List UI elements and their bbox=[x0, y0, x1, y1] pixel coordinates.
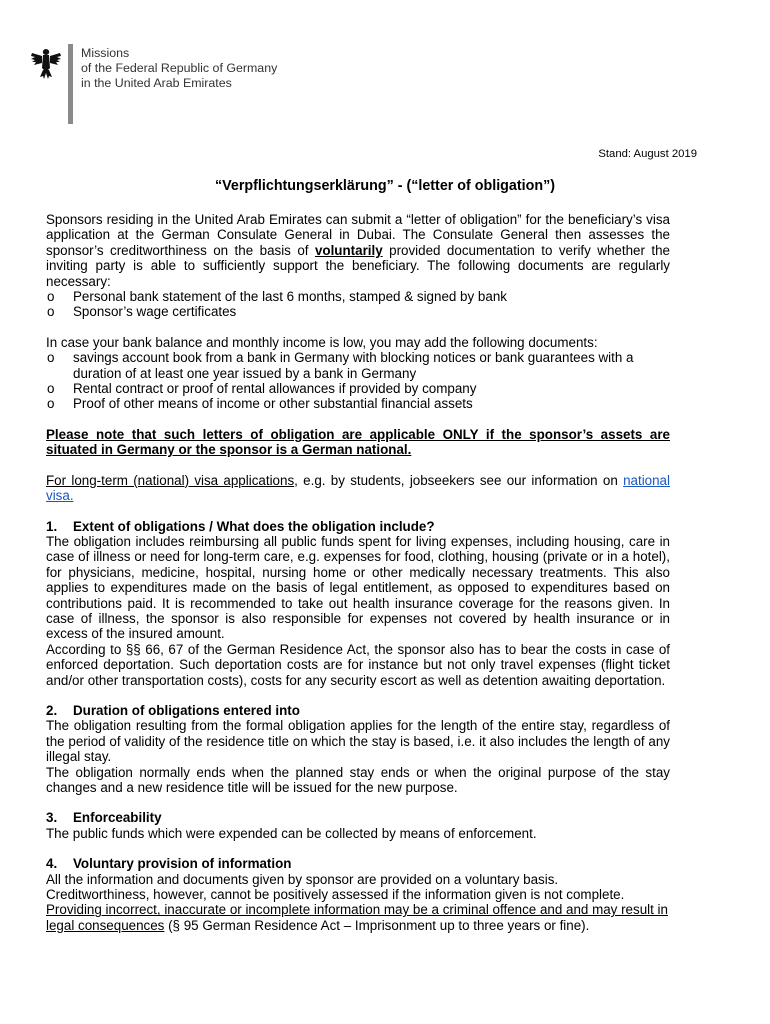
list-item-text: savings account book from a bank in Germany with blocking notices or bank guarantees with a duration of at least one year issued by a bank in Germany bbox=[73, 350, 634, 381]
bullet: o bbox=[47, 381, 55, 397]
section-1-paragraph-1: The obligation includes reimbursing all public funds spent for living expenses, including housing, care in case of illness or need for long-term care, e.g. expenses for food, clothing, housing (private or in a hotel), for physicians, medicine, hospital, nursing home or other medically necessary treatments. This also applies to expenditures made on the basis of legal entitlement, as opposed to expenditures based on contributions paid. It is recommended to take out health insurance coverage for the reasons given. In case of illness, the sponsor is also responsible for expenses not covered by health insurance or in excess of the insured amount. bbox=[46, 533, 670, 642]
section-2-paragraph-1: The obligation resulting from the formal obligation applies for the length of the entire stay, regardless of the period of validity of the residence title on which the stay is based, i.e. it also includes the length of any illegal stay. bbox=[46, 718, 670, 765]
section-title: Voluntary provision of information bbox=[73, 856, 292, 872]
section-number: 2. bbox=[46, 702, 58, 718]
list-item bbox=[46, 304, 670, 319]
section-number: 4. bbox=[46, 856, 58, 872]
legal-consequences-text: Providing incorrect, inaccurate or incomplete information may be a criminal offence and and may result in legal consequences bbox=[46, 902, 668, 933]
list-item-text: Rental contract or proof of rental allowances if provided by company bbox=[73, 381, 477, 397]
list-item bbox=[46, 350, 670, 381]
institution-line-1: Missions bbox=[81, 46, 130, 60]
section-title: Duration of obligations entered into bbox=[73, 702, 300, 718]
section-4-paragraph-3 bbox=[46, 902, 670, 933]
intro-paragraph bbox=[46, 212, 670, 289]
list-item bbox=[46, 289, 670, 304]
section-4-paragraph-1: All the information and documents given by sponsor are provided on a voluntary basis. bbox=[46, 871, 559, 887]
section-3-heading bbox=[46, 810, 670, 825]
section-title: Enforceability bbox=[73, 810, 162, 826]
section-1-paragraph-2: According to §§ 66, 67 of the German Residence Act, the sponsor also has to bear the costs in case of enforced deportation. Such deportation costs are for instance but not only travel expenses (flight ticket and/or other transportation costs), costs for any security escort as well as detention awaiting deportation. bbox=[46, 641, 670, 688]
letterhead-divider bbox=[68, 44, 73, 124]
section-2-heading bbox=[46, 703, 670, 718]
document-date: Stand: August 2019 bbox=[598, 148, 697, 160]
required-documents-list bbox=[46, 289, 670, 320]
bullet: o bbox=[47, 289, 55, 305]
longterm-visa-paragraph bbox=[46, 473, 670, 504]
institution-line-2: of the Federal Republic of Germany bbox=[81, 61, 278, 75]
institution-name bbox=[81, 46, 277, 91]
list-item-text: Proof of other means of income or other substantial financial assets bbox=[73, 396, 473, 412]
intro-text-before: Sponsors residing in the United Arab Emirates can submit a “letter of obligation” for the beneficiary’s visa application at the German Consulate General in Dubai. The Consulate General then assesses the sponsor’s creditworthiness on the basis of bbox=[46, 212, 670, 258]
additional-documents-list bbox=[46, 350, 670, 412]
federal-eagle-icon bbox=[30, 46, 62, 80]
section-4-heading bbox=[46, 856, 670, 871]
bullet: o bbox=[47, 304, 55, 320]
section-number: 3. bbox=[46, 810, 58, 826]
section-3-paragraph-1: The public funds which were expended can be collected by means of enforcement. bbox=[46, 825, 537, 841]
document-title: “Verpflichtungserklärung” - (“letter of obligation”) bbox=[215, 178, 555, 194]
document-body bbox=[46, 212, 670, 933]
national-visa-link[interactable]: national visa. bbox=[46, 472, 670, 504]
list-item-text: Personal bank statement of the last 6 months, stamped & signed by bank bbox=[73, 289, 507, 305]
section-2-paragraph-2: The obligation normally ends when the planned stay ends or when the original purpose of the stay changes and a new residence title will be issued for the new purpose. bbox=[46, 764, 670, 795]
section-number: 1. bbox=[46, 518, 58, 534]
important-note: Please note that such letters of obligation are applicable ONLY if the sponsor’s assets are situated in Germany or the sponsor is a German national. bbox=[46, 426, 670, 458]
list-item bbox=[46, 381, 670, 396]
section-title: Extent of obligations / What does the obligation include? bbox=[73, 518, 435, 534]
list-item-text: Sponsor’s wage certificates bbox=[73, 304, 237, 320]
bullet: o bbox=[47, 350, 55, 366]
additional-documents-intro: In case your bank balance and monthly income is low, you may add the following documents: bbox=[46, 334, 598, 350]
bullet: o bbox=[47, 396, 55, 412]
institution-line-3: in the United Arab Emirates bbox=[81, 76, 232, 90]
legal-reference-text: (§ 95 German Residence Act – Imprisonment up to three years or fine). bbox=[164, 917, 590, 933]
section-4-paragraph-2: Creditworthiness, however, cannot be positively assessed if the information given is not complete. bbox=[46, 887, 625, 903]
section-1-heading bbox=[46, 519, 670, 534]
intro-text-after: provided documentation to verify whether the inviting party is able to sufficiently support the beneficiary. The following documents are regularly necessary: bbox=[46, 242, 670, 289]
longterm-visa-link[interactable]: For long-term (national) visa applications bbox=[46, 472, 295, 488]
longterm-visa-text: , e.g. by students, jobseekers see our information on bbox=[294, 472, 624, 488]
list-item bbox=[46, 396, 670, 411]
voluntarily-emphasis: voluntarily bbox=[314, 242, 383, 258]
